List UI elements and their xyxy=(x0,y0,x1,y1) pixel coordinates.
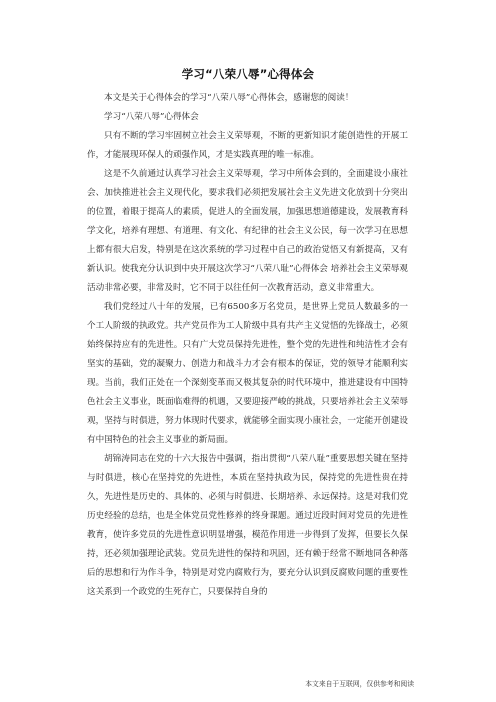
document-body xyxy=(87,89,408,602)
document-title: 学习“八荣八辱”心得体会 xyxy=(181,67,315,81)
page-footer-note: 本文来自于互联网，仅供参考和阅读 xyxy=(305,680,414,688)
body-paragraph: 这是不久前通过认真学习社会主义荣辱观，学习中所体会到的，全面建设小康社会、加快推进社会主义现代化，要求我们必须把发展社会主义先进文化放到十分突出的位置，着眼于提高人的素质，促进人的全面发展，加强思想道德建设，发展教育科学文化，培养有理想、有道理、有文化、有纪律的社会主义公民，每一次学习在思想上都有很大启发，特别是在这次系统的学习过程中自己的政治觉悟又有新提高，又有新认识。使我充分认识到中央开展这次学习“八荣八耻”心得体会 培养社会主义荣辱观活动非常必要，非常及时，它不同于以往任何一次教育活动，意义非常重大。 xyxy=(87,169,408,293)
body-paragraph: 只有不断的学习牢固树立社会主义荣辱观，不断的更新知识才能创造性的开展工作，才能展现环保人的顽强作风，才是实践真理的唯一标准。 xyxy=(87,131,408,160)
body-paragraph: 我们党经过八十年的发展，已有6500多万名党员，是世界上党员人数最多的一个工人阶级的执政党。共产党员作为工人阶级中具有共产主义觉悟的先锋战士，必须始终保持应有的先进性。只有广大党员保持先进性，整个党的先进性和纯洁性才会有坚实的基础，党的凝聚力、创造力和战斗力才会有根本的保证，党的领导才能顺利实现。当前，我们正处在一个深刻变革而又极其复杂的时代环境中，推进建设有中国特色社会主义事业，既面临难得的机遇，又要迎接严峻的挑战，只要培养社会主义荣辱观，坚持与时俱进，努力体现时代要求，就能够全面实现小康社会，一定能开创建设有中国特色的社会主义事业的新局面。 xyxy=(87,302,408,445)
body-paragraph: 胡锦涛同志在党的十六大报告中强调，指出贯彻“八荣八耻”重要思想关键在坚持与时俱进，核心在坚持党的先进性，本质在坚持执政为民，保持党的先进性贵在持久，先进性是历史的、具体的、必须与时俱进、长期培养、永远保持。这是对我们党历史经验的总结，也是全体党员党性修养的终身课题。通过近段时间对党员的先进性教育，使许多党员的先进性意识明显增强，模范作用进一步得到了发挥，但要长久保持，还必须加强理论武装。党员先进性的保持和巩固，还有赖于经常不断地同各种落后的思想和行为作斗争，特别是对党内腐败行为，要充分认识到反腐败问题的重要性这关系到一个政党的生死存亡，只要保持自身的 xyxy=(87,454,408,597)
intro-paragraph: 本文是关于心得体会的学习“八荣八辱”心得体会，感谢您的阅读！ xyxy=(104,93,354,103)
subtitle-paragraph: 学习“八荣八辱”心得体会 xyxy=(104,112,199,122)
